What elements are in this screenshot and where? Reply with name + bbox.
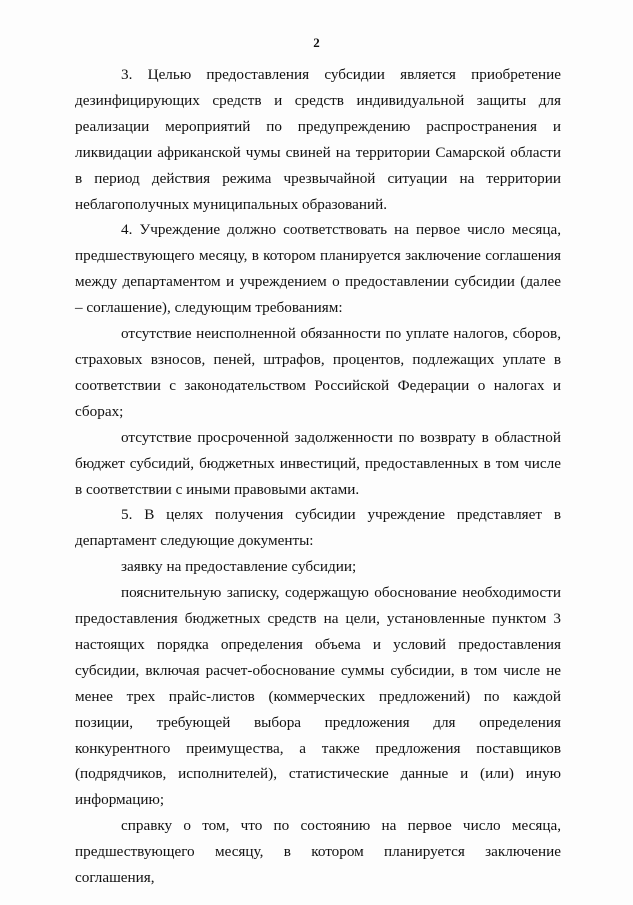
document-body — [75, 62, 561, 891]
paragraph-clause-4: 4. Учреждение должно соответствовать на первое число месяца, предшествующего месяцу, в котором планируется заключение соглашения между департаментом и учреждением о предоставлении субсидии (далее – соглашение), следующим требованиям: — [75, 221, 561, 317]
paragraph-document-certificate: справку о том, что по состоянию на первое число месяца, предшествующего месяцу, в котором планируется заключение соглашения, — [75, 817, 561, 887]
paragraph-document-application: заявку на предоставление субсидии; — [121, 558, 357, 576]
paragraph-requirement-debt: отсутствие просроченной задолженности по возврату в областной бюджет субсидий, бюджетных инвестиций, предоставленных в том числе в соответствии с иными правовыми актами. — [75, 428, 561, 498]
paragraph-document-explanatory-note: пояснительную записку, содержащую обоснование необходимости предоставления бюджетных средств на цели, установленные пунктом 3 настоящих порядка определения объема и условий предоставления субсидии, включая расчет-обоснование суммы субсидии, в том числе не менее трех прайс-листов (коммерческих предложений) по каждой позиции, требующей выбора предложения для определения конкурентного преимущества, а также предложения поставщиков (подрядчиков, исполнителей), статистические данные и (или) иную информацию; — [75, 584, 561, 809]
page-number: 2 — [313, 35, 320, 50]
paragraph-clause-5: 5. В целях получения субсидии учреждение представляет в департамент следующие документы: — [75, 506, 561, 550]
paragraph-clause-3: 3. Целью предоставления субсидии является приобретение дезинфицирующих средств и средств индивидуальной защиты для реализации мероприятий по предупреждению распространения и ликвидации африканской чумы свиней на территории Самарской области в период действия режима чрезвычайной ситуации на территории неблагополучных муниципальных образований. — [75, 66, 561, 213]
paragraph-requirement-taxes: отсутствие неисполненной обязанности по уплате налогов, сборов, страховых взносов, пеней, штрафов, процентов, подлежащих уплате в соответствии с законодательством Российской Федерации о налогах и сборах; — [75, 325, 561, 420]
